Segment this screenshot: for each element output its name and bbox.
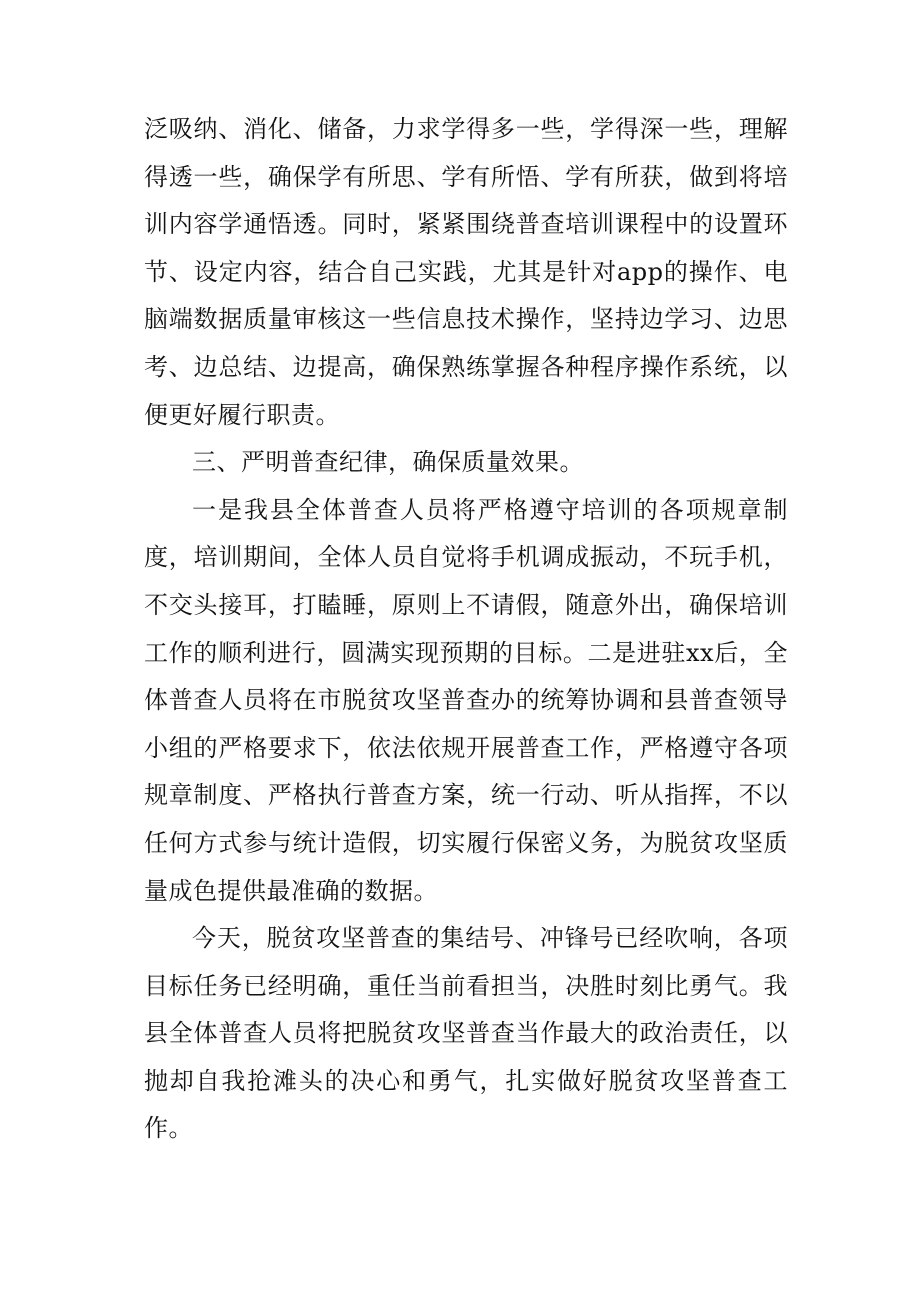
paragraph-continuation: 泛吸纳、消化、储备，力求学得多一些，学得深一些，理解得透一些，确保学有所思、学有所悟、学有所获，做到将培训内容学通悟透。同时，紧紧围绕普查培训课程中的设置环节、设定内容，结合自己实践，尤其是针对app的操作、电脑端数据质量审核这一些信息技术操作，坚持边学习、边思考、边总结、边提高，确保熟练掌握各种程序操作系统，以便更好履行职责。 (144, 115, 788, 429)
paragraph-conclusion: 今天，脱贫攻坚普查的集结号、冲锋号已经吹响，各项目标任务已经明确，重任当前看担当，决胜时刻比勇气。我县全体普查人员将把脱贫攻坚普查当作最大的政治责任，以抛却自我抢滩头的决心和勇气，扎实做好脱贫攻坚普查工作。 (144, 924, 788, 1143)
section-heading-three: 三、严明普查纪律，确保质量效果。 (192, 448, 584, 477)
paragraph-discipline: 一是我县全体普查人员将严格遵守培训的各项规章制度，培训期间，全体人员自觉将手机调成振动，不玩手机，不交头接耳，打瞌睡，原则上不请假，随意外出，确保培训工作的顺利进行，圆满实现预期的目标。二是进驻xx后，全体普查人员将在市脱贫攻坚普查办的统筹协调和县普查领导小组的严格要求下，依法依规开展普查工作，严格遵守各项规章制度、严格执行普查方案，统一行动、听从指挥，不以任何方式参与统计造假，切实履行保密义务，为脱贫攻坚质量成色提供最准确的数据。 (144, 495, 788, 905)
document-body (144, 106, 788, 1153)
